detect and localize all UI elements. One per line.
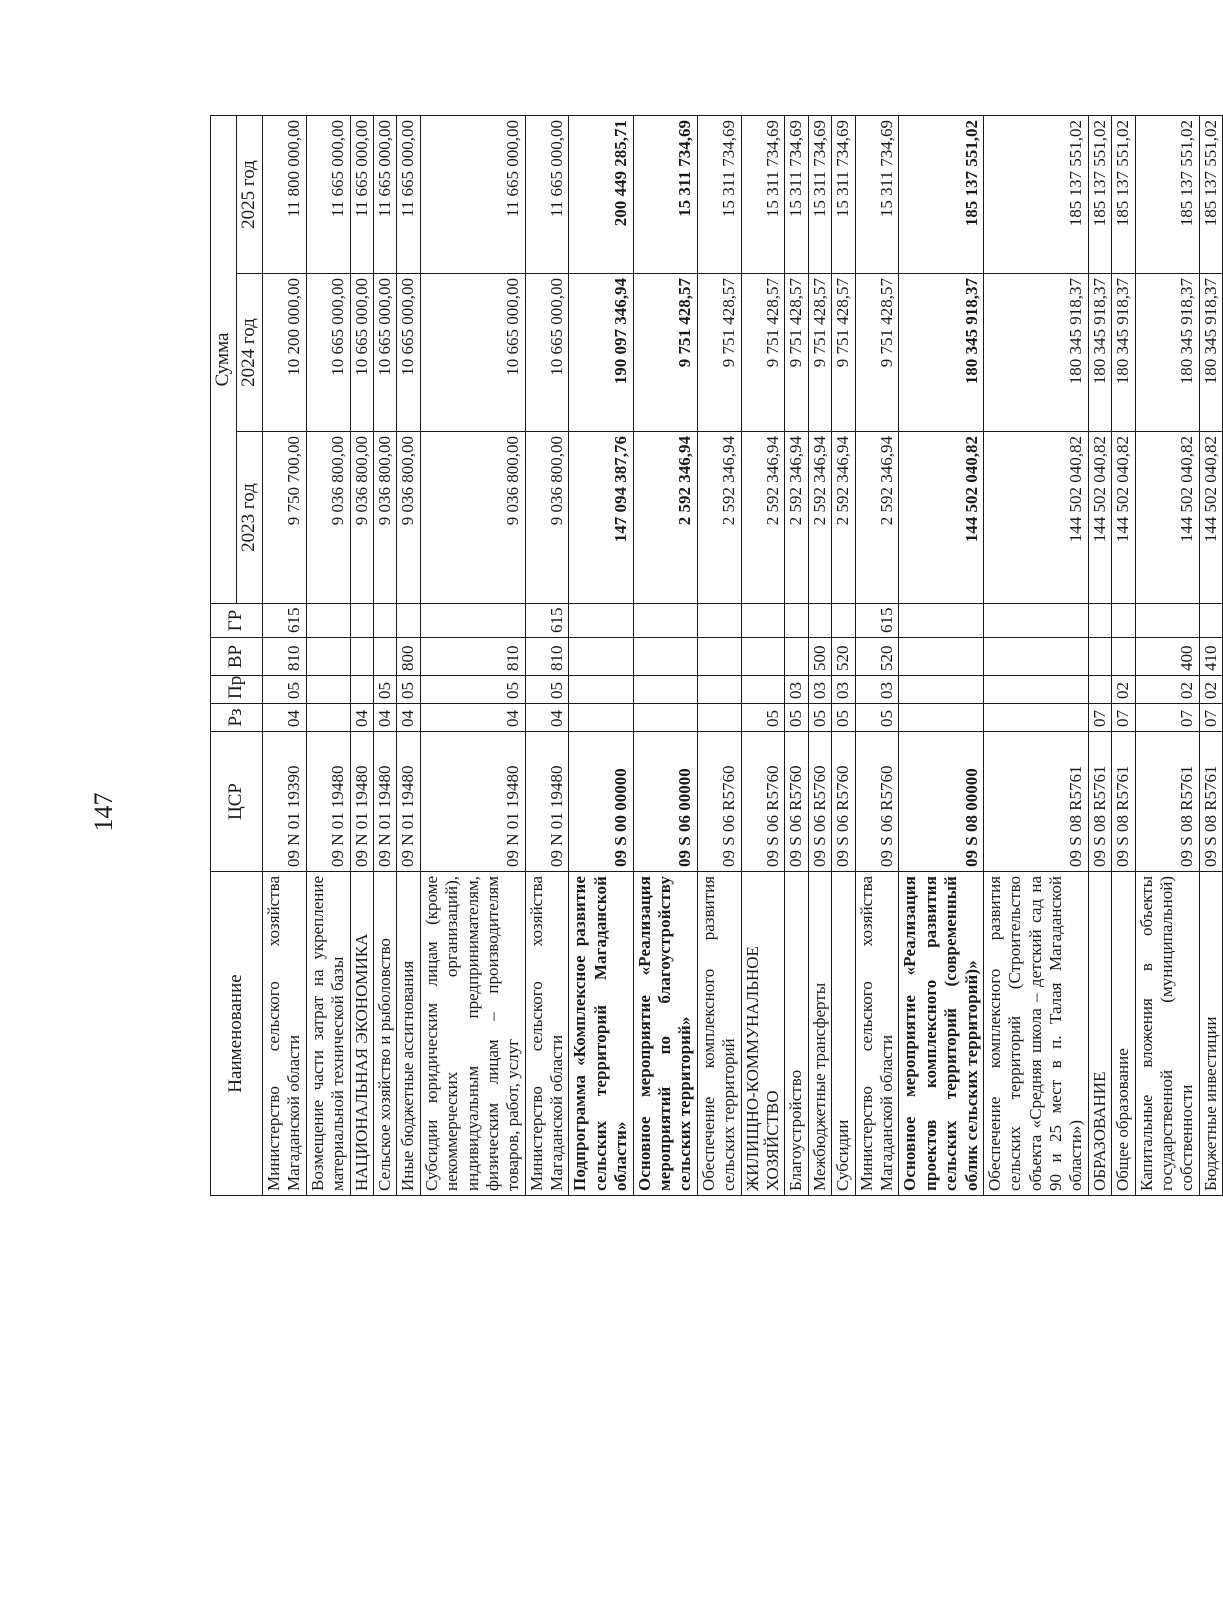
- cell-pr: 03: [832, 676, 855, 704]
- cell-csr: 09 N 01 19480: [350, 732, 373, 872]
- cell-rz: 05: [855, 704, 899, 732]
- cell-csr: 09 S 08 R5761: [1088, 732, 1111, 872]
- table-row: [1199, 116, 1222, 1196]
- cell-name: Обеспечение комплексного развития сельских территорий (Строительство объекта «Средняя школа – детский сад на 90 и 25 мест в п. Талая Магаданской области»): [983, 872, 1088, 1196]
- table-row: [350, 116, 373, 1196]
- cell-amount-2024: 180 345 918,37: [1135, 274, 1199, 432]
- cell-csr: 09 S 06 R5760: [808, 732, 831, 872]
- cell-pr: 02: [1112, 676, 1135, 704]
- cell-csr: 09 N 01 19480: [397, 732, 420, 872]
- cell-amount-2023: 2 592 346,94: [832, 432, 855, 604]
- cell-pr: [1088, 676, 1111, 704]
- table-row: [1112, 116, 1135, 1196]
- table-row: [306, 116, 350, 1196]
- cell-csr: 09 S 08 R5761: [1112, 732, 1135, 872]
- header-gr: ГР: [211, 604, 263, 638]
- cell-pr: 05: [373, 676, 396, 704]
- cell-amount-2024: 10 665 000,00: [525, 274, 569, 432]
- cell-pr: 05: [420, 676, 525, 704]
- cell-rz: 05: [741, 704, 785, 732]
- cell-gr: [785, 604, 808, 638]
- cell-amount-2023: 9 036 800,00: [306, 432, 350, 604]
- cell-vr: [1088, 638, 1111, 676]
- cell-gr: 615: [525, 604, 569, 638]
- cell-amount-2023: 9 036 800,00: [525, 432, 569, 604]
- cell-pr: [983, 676, 1088, 704]
- cell-amount-2025: 11 665 000,00: [306, 116, 350, 274]
- cell-rz: 04: [397, 704, 420, 732]
- cell-amount-2024: 10 665 000,00: [373, 274, 396, 432]
- cell-gr: 615: [855, 604, 899, 638]
- cell-pr: 03: [785, 676, 808, 704]
- cell-vr: 810: [263, 638, 307, 676]
- page-number: 147: [89, 792, 118, 832]
- table-body: [263, 116, 1223, 1196]
- cell-rz: 07: [1088, 704, 1111, 732]
- budget-table-sheet: [210, 116, 1220, 1196]
- cell-rz: 04: [373, 704, 396, 732]
- cell-amount-2025: 15 311 734,69: [855, 116, 899, 274]
- cell-rz: 07: [1199, 704, 1222, 732]
- cell-amount-2023: 144 502 040,82: [1199, 432, 1222, 604]
- cell-csr: 09 S 06 R5760: [697, 732, 741, 872]
- cell-amount-2023: 9 036 800,00: [350, 432, 373, 604]
- cell-amount-2025: 11 800 000,00: [263, 116, 307, 274]
- cell-vr: 520: [832, 638, 855, 676]
- cell-gr: [832, 604, 855, 638]
- cell-rz: 05: [832, 704, 855, 732]
- cell-gr: [306, 604, 350, 638]
- header-rz: Рз: [211, 704, 263, 732]
- cell-amount-2025: 15 311 734,69: [832, 116, 855, 274]
- cell-amount-2024: 9 751 428,57: [785, 274, 808, 432]
- cell-amount-2023: 9 036 800,00: [373, 432, 396, 604]
- cell-gr: [899, 604, 984, 638]
- cell-amount-2024: 9 751 428,57: [741, 274, 785, 432]
- header-sum: Сумма: [211, 116, 237, 604]
- cell-amount-2024: 9 751 428,57: [855, 274, 899, 432]
- table-row: [741, 116, 785, 1196]
- cell-rz: [983, 704, 1088, 732]
- cell-amount-2023: 144 502 040,82: [899, 432, 984, 604]
- cell-csr: 09 N 01 19390: [263, 732, 307, 872]
- cell-gr: [1088, 604, 1111, 638]
- cell-csr: 09 S 00 00000: [569, 732, 633, 872]
- cell-amount-2024: 190 097 346,94: [569, 274, 633, 432]
- cell-vr: 800: [397, 638, 420, 676]
- table-row: [808, 116, 831, 1196]
- cell-name: Иные бюджетные ассигнования: [397, 872, 420, 1196]
- cell-rz: 04: [263, 704, 307, 732]
- cell-vr: [373, 638, 396, 676]
- cell-rz: [306, 704, 350, 732]
- cell-vr: 410: [1199, 638, 1222, 676]
- cell-csr: 09 N 01 19480: [306, 732, 350, 872]
- cell-amount-2025: 15 311 734,69: [808, 116, 831, 274]
- cell-name: Благоустройство: [785, 872, 808, 1196]
- cell-name: Субсидии юридическим лицам (кроме некоммерческих организаций), индивидуальным предпринимателям, физическим лицам – производителям товаров, работ, услуг: [420, 872, 525, 1196]
- cell-amount-2023: 2 592 346,94: [741, 432, 785, 604]
- cell-pr: 03: [855, 676, 899, 704]
- cell-name: Основное мероприятие «Реализация проектов комплексного развития сельских территорий (современный облик сельских территорий)»: [899, 872, 984, 1196]
- cell-gr: [1135, 604, 1199, 638]
- header-csr: ЦСР: [211, 732, 263, 872]
- cell-amount-2024: 10 665 000,00: [420, 274, 525, 432]
- table-row: [899, 116, 984, 1196]
- cell-amount-2024: 9 751 428,57: [808, 274, 831, 432]
- table-row: [855, 116, 899, 1196]
- cell-csr: 09 S 08 R5761: [1199, 732, 1222, 872]
- cell-vr: 810: [525, 638, 569, 676]
- header-year-2025: 2025 год: [237, 116, 263, 274]
- table-row: [373, 116, 396, 1196]
- cell-name: Подпрограмма «Комплексное развитие сельских территорий Магаданской области»: [569, 872, 633, 1196]
- cell-amount-2025: 185 137 551,02: [1199, 116, 1222, 274]
- cell-name: Министерство сельского хозяйства Магаданской области: [263, 872, 307, 1196]
- cell-amount-2024: 10 665 000,00: [306, 274, 350, 432]
- cell-gr: [373, 604, 396, 638]
- cell-amount-2023: 2 592 346,94: [855, 432, 899, 604]
- cell-name: Бюджетные инвестиции: [1199, 872, 1222, 1196]
- table-row: [983, 116, 1088, 1196]
- cell-gr: [397, 604, 420, 638]
- budget-table: [210, 115, 1223, 1196]
- cell-name: Сельское хозяйство и рыболовство: [373, 872, 396, 1196]
- header-year-2024: 2024 год: [237, 274, 263, 432]
- cell-vr: [899, 638, 984, 676]
- cell-rz: 05: [785, 704, 808, 732]
- cell-amount-2025: 185 137 551,02: [1088, 116, 1111, 274]
- cell-amount-2025: 11 665 000,00: [525, 116, 569, 274]
- cell-pr: [306, 676, 350, 704]
- cell-gr: [983, 604, 1088, 638]
- cell-amount-2023: 2 592 346,94: [785, 432, 808, 604]
- cell-vr: [1112, 638, 1135, 676]
- cell-name: Обеспечение комплексного развития сельских территорий: [697, 872, 741, 1196]
- table-row: [697, 116, 741, 1196]
- cell-pr: [569, 676, 633, 704]
- cell-amount-2024: 180 345 918,37: [1088, 274, 1111, 432]
- cell-amount-2024: 9 751 428,57: [633, 274, 697, 432]
- cell-csr: 09 N 01 19480: [373, 732, 396, 872]
- cell-vr: 810: [420, 638, 525, 676]
- cell-amount-2025: 185 137 551,02: [1135, 116, 1199, 274]
- cell-amount-2025: 11 665 000,00: [397, 116, 420, 274]
- cell-rz: [569, 704, 633, 732]
- cell-amount-2024: 9 751 428,57: [697, 274, 741, 432]
- cell-pr: 05: [525, 676, 569, 704]
- table-row: [1135, 116, 1199, 1196]
- table-row: [832, 116, 855, 1196]
- header-pr: Пр: [211, 676, 263, 704]
- cell-name: НАЦИОНАЛЬНАЯ ЭКОНОМИКА: [350, 872, 373, 1196]
- cell-rz: 07: [1135, 704, 1199, 732]
- table-row: [569, 116, 633, 1196]
- cell-amount-2025: 15 311 734,69: [785, 116, 808, 274]
- table-row: [633, 116, 697, 1196]
- cell-pr: [741, 676, 785, 704]
- cell-name: ЖИЛИЩНО-КОММУНАЛЬНОЕ ХОЗЯЙСТВО: [741, 872, 785, 1196]
- cell-amount-2023: 9 036 800,00: [420, 432, 525, 604]
- cell-rz: [697, 704, 741, 732]
- cell-amount-2024: 10 665 000,00: [350, 274, 373, 432]
- cell-rz: 05: [808, 704, 831, 732]
- cell-rz: 04: [525, 704, 569, 732]
- cell-gr: [633, 604, 697, 638]
- cell-csr: 09 S 08 R5761: [1135, 732, 1199, 872]
- cell-amount-2023: 2 592 346,94: [697, 432, 741, 604]
- cell-rz: 04: [420, 704, 525, 732]
- cell-gr: 615: [263, 604, 307, 638]
- cell-name: Основное мероприятие «Реализация мероприятий по благоустройству сельских территорий»: [633, 872, 697, 1196]
- cell-amount-2023: 144 502 040,82: [1088, 432, 1111, 604]
- cell-csr: 09 S 06 00000: [633, 732, 697, 872]
- cell-gr: [350, 604, 373, 638]
- cell-amount-2025: 185 137 551,02: [983, 116, 1088, 274]
- table-row: [1088, 116, 1111, 1196]
- cell-vr: [306, 638, 350, 676]
- cell-amount-2024: 180 345 918,37: [899, 274, 984, 432]
- cell-vr: [633, 638, 697, 676]
- cell-amount-2025: 11 665 000,00: [373, 116, 396, 274]
- cell-name: Капитальные вложения в объекты государственной (муниципальной) собственности: [1135, 872, 1199, 1196]
- cell-vr: [569, 638, 633, 676]
- cell-pr: [697, 676, 741, 704]
- cell-name: Субсидии: [832, 872, 855, 1196]
- cell-amount-2025: 200 449 285,71: [569, 116, 633, 274]
- header-vr: ВР: [211, 638, 263, 676]
- cell-pr: 02: [1135, 676, 1199, 704]
- cell-pr: 03: [808, 676, 831, 704]
- cell-amount-2024: 180 345 918,37: [1112, 274, 1135, 432]
- header-year-2023: 2023 год: [237, 432, 263, 604]
- header-name: Наименование: [211, 872, 263, 1196]
- cell-amount-2023: 2 592 346,94: [633, 432, 697, 604]
- cell-name: Возмещение части затрат на укрепление материальной технической базы: [306, 872, 350, 1196]
- cell-gr: [808, 604, 831, 638]
- cell-name: Общее образование: [1112, 872, 1135, 1196]
- cell-gr: [741, 604, 785, 638]
- cell-amount-2024: 180 345 918,37: [983, 274, 1088, 432]
- table-header-row: [211, 116, 237, 1196]
- cell-csr: 09 S 06 R5760: [832, 732, 855, 872]
- cell-vr: [983, 638, 1088, 676]
- cell-amount-2023: 9 750 700,00: [263, 432, 307, 604]
- cell-amount-2023: 144 502 040,82: [983, 432, 1088, 604]
- table-row: [420, 116, 525, 1196]
- cell-vr: [741, 638, 785, 676]
- cell-gr: [697, 604, 741, 638]
- cell-csr: 09 S 08 00000: [899, 732, 984, 872]
- cell-amount-2025: 15 311 734,69: [697, 116, 741, 274]
- cell-rz: 07: [1112, 704, 1135, 732]
- cell-amount-2023: 147 094 387,76: [569, 432, 633, 604]
- cell-name: Министерство сельского хозяйства Магаданской области: [855, 872, 899, 1196]
- cell-vr: 500: [808, 638, 831, 676]
- cell-csr: 09 N 01 19480: [420, 732, 525, 872]
- cell-rz: 04: [350, 704, 373, 732]
- cell-pr: [899, 676, 984, 704]
- cell-amount-2025: 15 311 734,69: [741, 116, 785, 274]
- cell-amount-2025: 185 137 551,02: [899, 116, 984, 274]
- cell-amount-2023: 2 592 346,94: [808, 432, 831, 604]
- cell-pr: 05: [263, 676, 307, 704]
- cell-vr: 400: [1135, 638, 1199, 676]
- table-row: [263, 116, 307, 1196]
- table-row: [525, 116, 569, 1196]
- cell-amount-2023: 144 502 040,82: [1135, 432, 1199, 604]
- cell-name: Министерство сельского хозяйства Магаданской области: [525, 872, 569, 1196]
- cell-amount-2025: 15 311 734,69: [633, 116, 697, 274]
- cell-gr: [420, 604, 525, 638]
- cell-rz: [899, 704, 984, 732]
- cell-amount-2025: 11 665 000,00: [420, 116, 525, 274]
- cell-vr: 520: [855, 638, 899, 676]
- cell-gr: [1199, 604, 1222, 638]
- cell-pr: 05: [397, 676, 420, 704]
- cell-vr: [697, 638, 741, 676]
- cell-csr: 09 S 06 R5760: [855, 732, 899, 872]
- cell-name: Межбюджетные трансферты: [808, 872, 831, 1196]
- cell-amount-2023: 9 036 800,00: [397, 432, 420, 604]
- cell-pr: [633, 676, 697, 704]
- cell-amount-2025: 185 137 551,02: [1112, 116, 1135, 274]
- cell-csr: 09 S 06 R5760: [741, 732, 785, 872]
- cell-rz: [633, 704, 697, 732]
- cell-csr: 09 N 01 19480: [525, 732, 569, 872]
- cell-name: ОБРАЗОВАНИЕ: [1088, 872, 1111, 1196]
- cell-csr: 09 S 08 R5761: [983, 732, 1088, 872]
- cell-amount-2024: 10 665 000,00: [397, 274, 420, 432]
- cell-gr: [1112, 604, 1135, 638]
- cell-gr: [569, 604, 633, 638]
- cell-amount-2023: 144 502 040,82: [1112, 432, 1135, 604]
- cell-pr: 02: [1199, 676, 1222, 704]
- table-row: [397, 116, 420, 1196]
- cell-csr: 09 S 06 R5760: [785, 732, 808, 872]
- cell-amount-2024: 180 345 918,37: [1199, 274, 1222, 432]
- cell-vr: [785, 638, 808, 676]
- cell-vr: [350, 638, 373, 676]
- cell-amount-2024: 9 751 428,57: [832, 274, 855, 432]
- cell-pr: [350, 676, 373, 704]
- cell-amount-2025: 11 665 000,00: [350, 116, 373, 274]
- cell-amount-2024: 10 200 000,00: [263, 274, 307, 432]
- table-row: [785, 116, 808, 1196]
